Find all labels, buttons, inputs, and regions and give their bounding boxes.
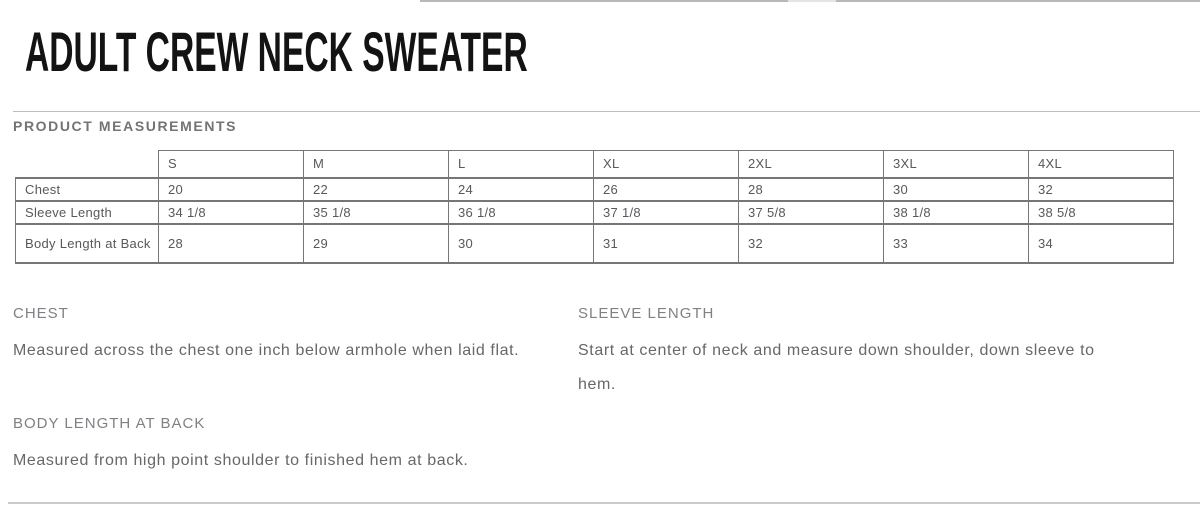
measurement-cell: 37 1/8 (594, 201, 739, 224)
measurement-cell: 29 (304, 224, 449, 263)
measurement-cell: 36 1/8 (449, 201, 594, 224)
top-edge-line-gap (788, 0, 836, 2)
size-table (15, 150, 1174, 264)
measurement-cell: 34 1/8 (159, 201, 304, 224)
section-heading-product-measurements: PRODUCT MEASUREMENTS (13, 118, 238, 134)
measurement-cell: 28 (159, 224, 304, 263)
bottom-divider (8, 502, 1200, 504)
size-table-header-row (16, 151, 1174, 178)
definition-heading: BODY LENGTH AT BACK (13, 415, 206, 432)
measurement-cell: 38 5/8 (1029, 201, 1174, 224)
column-header-s: S (159, 151, 304, 178)
measurement-cell: 22 (304, 178, 449, 201)
measurement-cell: 30 (449, 224, 594, 263)
measurement-cell: 30 (884, 178, 1029, 201)
column-header-l: L (449, 151, 594, 178)
size-table-container (15, 150, 1174, 264)
definition-heading: CHEST (13, 305, 69, 322)
row-label: Chest (16, 178, 159, 201)
measurement-cell: 38 1/8 (884, 201, 1029, 224)
definition-sleeve-length (578, 305, 1113, 402)
definition-heading: SLEEVE LENGTH (578, 305, 715, 322)
row-label: Sleeve Length (16, 201, 159, 224)
definition-text: Measured across the chest one inch below armhole when laid flat. (13, 342, 520, 359)
definition-body-length-at-back (13, 415, 573, 478)
measurement-cell: 34 (1029, 224, 1174, 263)
measurement-cell: 24 (449, 178, 594, 201)
top-edge-line-left (420, 0, 788, 2)
measurement-cell: 33 (884, 224, 1029, 263)
column-header-4xl: 4XL (1029, 151, 1174, 178)
measurement-cell: 31 (594, 224, 739, 263)
definition-text: Measured from high point shoulder to finished hem at back. (13, 452, 469, 469)
measurement-cell: 26 (594, 178, 739, 201)
table-row-chest (16, 178, 1174, 201)
measurement-cell: 28 (739, 178, 884, 201)
measurement-cell: 20 (159, 178, 304, 201)
table-row-sleeve-length (16, 201, 1174, 224)
column-header-3xl: 3XL (884, 151, 1029, 178)
title-divider (13, 111, 1200, 112)
row-label: Body Length at Back (16, 224, 159, 263)
table-row-body-length-at-back (16, 224, 1174, 263)
column-header-m: M (304, 151, 449, 178)
top-edge-line-right (836, 0, 1200, 2)
column-header-2xl: 2XL (739, 151, 884, 178)
measurement-cell: 32 (739, 224, 884, 263)
column-header-xl: XL (594, 151, 739, 178)
definition-chest (13, 305, 573, 368)
measurement-cell: 32 (1029, 178, 1174, 201)
corner-cell (16, 151, 159, 178)
measurement-cell: 35 1/8 (304, 201, 449, 224)
definition-text: Start at center of neck and measure down shoulder, down sleeve to hem. (578, 342, 1095, 393)
page-title: ADULT CREW NECK SWEATER (25, 20, 528, 83)
measurement-cell: 37 5/8 (739, 201, 884, 224)
